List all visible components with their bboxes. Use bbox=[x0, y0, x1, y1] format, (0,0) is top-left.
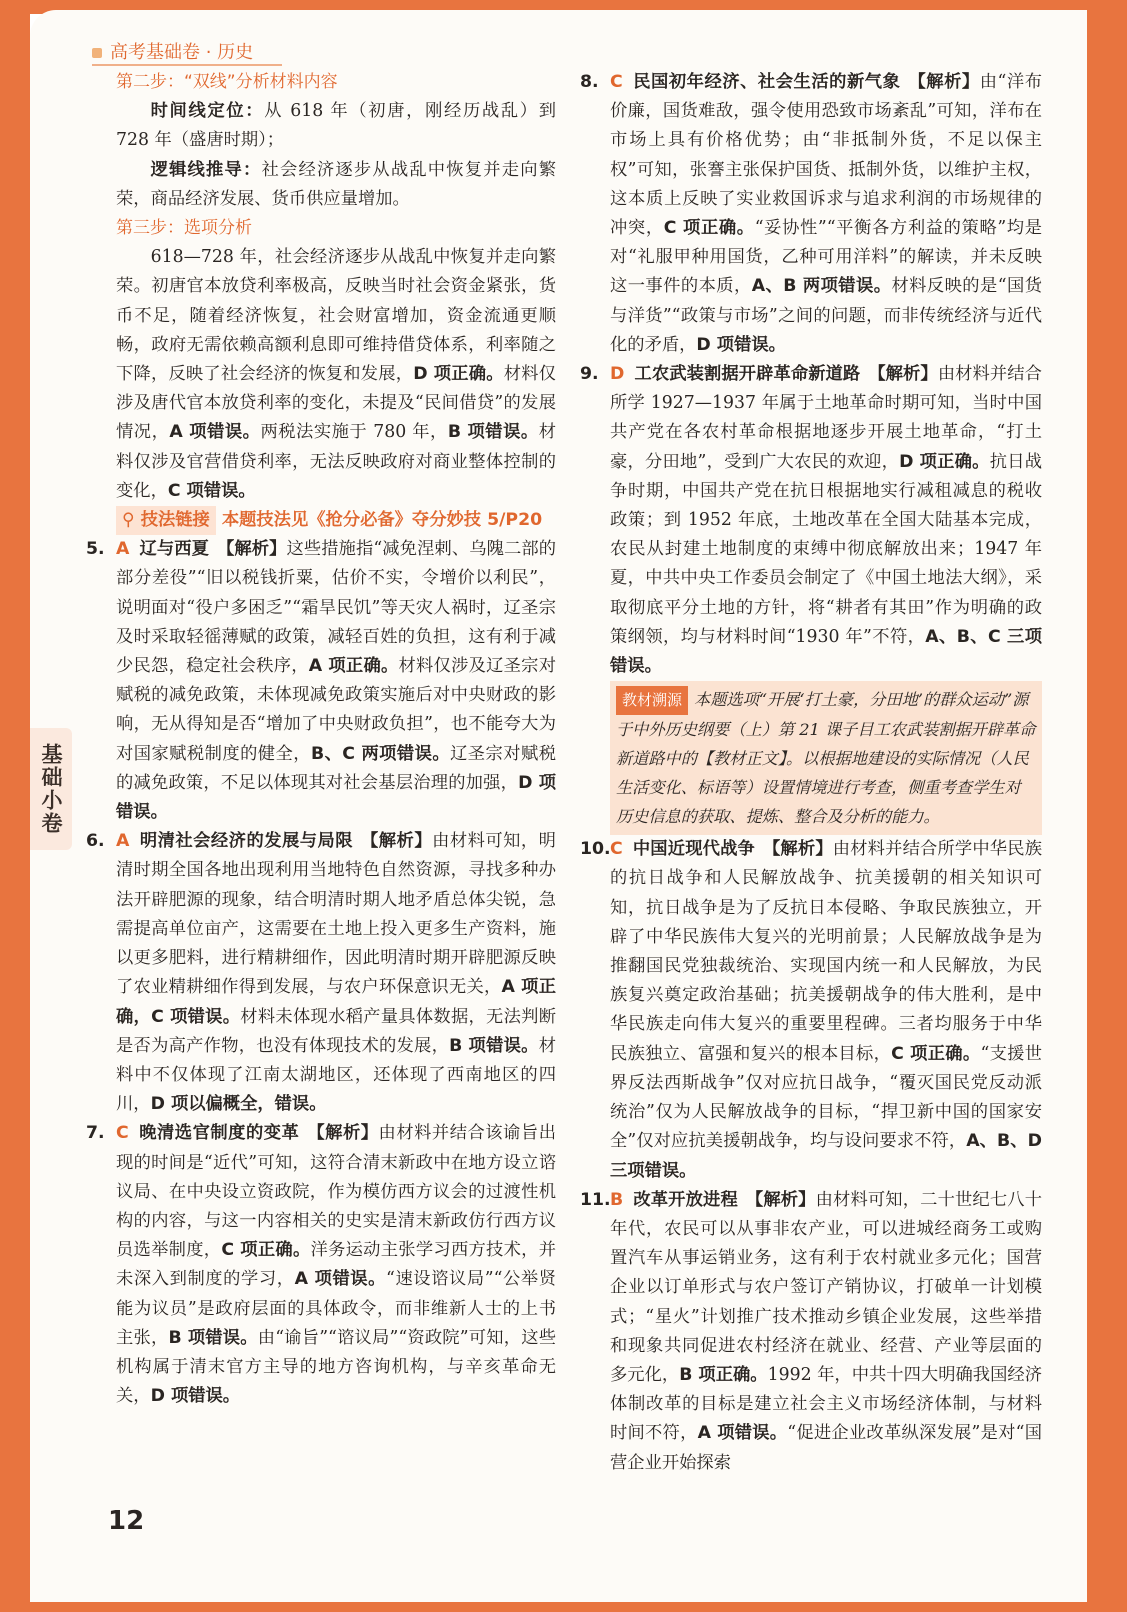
key-conclusion: C 项正确。 bbox=[891, 1043, 981, 1064]
tip-tag bbox=[116, 506, 216, 535]
key-conclusion: D 项错误。 bbox=[116, 772, 556, 823]
explanation-text: 由“谕旨”“谘议局”“资政院”可知，这些机构属于清末官方主导的地方咨询机构，与辛亥革命无关， bbox=[116, 1327, 556, 1407]
question-6 bbox=[86, 827, 556, 1119]
running-header bbox=[92, 38, 253, 64]
analysis-key: A 项错误。 bbox=[169, 422, 261, 443]
explanation-text: “促进企业改革纵深发展”是对“国营企业开始探索 bbox=[610, 1423, 1042, 1473]
explanation-text: “妥协性”“平衡各方利益的策略”均是对“礼服甲种用国货，乙种可用洋料”的解读，并未反映这一事件的本质， bbox=[610, 218, 1043, 297]
key-conclusion: B 项错误。 bbox=[168, 1327, 258, 1348]
question-number: 7. bbox=[86, 1123, 105, 1144]
analysis-label: 【解析】 bbox=[908, 72, 980, 92]
explanation-text: 抗日战争时期，中国共产党在抗日根据地实行减租减息的税收政策；到 1952 年底，土地改革在全国大陆基本完成，农民从封建土地制度的束缚中彻底解放出来；1947 年夏，中共中央工作委员会制定了《中国土地法大纲》，采取彻底平分土地的方针，将“耕者有其田”作为明确的政策纲领，均与材料时间“1930 年”不符， bbox=[610, 451, 1042, 647]
explanation-text: 由“洋布价廉，国货难敌，强令使用恐致市场紊乱”可知，洋布在市场上具有价格优势；由“非抵制外货，不足以保主权”可知，张謇主张保护国货、抵制外货，以维护主权，这本质上反映了实业救国诉求与追求利润的市场规律的冲突， bbox=[610, 72, 1042, 239]
explanation-text: 材料中不仅体现了江南太湖地区，还体现了西南地区的四川， bbox=[116, 1035, 556, 1115]
analysis-key: C 项错误。 bbox=[167, 480, 256, 501]
question-number: 6. bbox=[86, 831, 105, 852]
question-number: 9. bbox=[580, 364, 599, 385]
question-number: 5. bbox=[86, 539, 105, 560]
analysis-text: 618—728 年，社会经济逐步从战乱中恢复并走向繁荣。初唐官本放贷利率极高，反映当时社会资金紧张，货币不足，随着经济恢复，社会财富增加，资金流通更顺畅，政府无需依赖高额利息即可维持借贷体系，利率随之下降，反映了社会经济的恢复和发展， bbox=[116, 247, 556, 385]
question-topic: 明清社会经济的发展与局限 bbox=[139, 831, 354, 852]
key-conclusion: D 项错误。 bbox=[696, 334, 786, 355]
analysis-text: 两税法实施于 780 年， bbox=[260, 422, 448, 443]
answer-letter: B bbox=[610, 1189, 624, 1210]
question-7 bbox=[86, 1119, 556, 1411]
tip-tag-label: 技法链接 bbox=[140, 510, 210, 531]
page-frame-right bbox=[1087, 0, 1127, 1612]
source-tag: 教材溯源 bbox=[616, 686, 688, 715]
key-conclusion: A 项正确。 bbox=[308, 656, 399, 677]
explanation-text: 材料反映的是“国货与洋货”“政策与市场”之间的问题，而非传统经济与近代化的矛盾， bbox=[610, 276, 1042, 355]
answer-letter: A bbox=[116, 539, 130, 560]
answer-letter: D bbox=[610, 364, 625, 385]
textbook-source-box bbox=[610, 681, 1042, 835]
tip-link bbox=[116, 506, 556, 535]
explanation-text: 这些措施指“减免涅剌、乌隗二部的部分差役”“旧以税钱折粟，估价不实，令增价以利民”，说明面对“役户多困乏”“霜旱民饥”等天灾人祸时，辽圣宗及时采取轻徭薄赋的政策，减轻百姓的负担，这有利于减少民怨，稳定社会秩序， bbox=[116, 539, 556, 677]
answer-letter: C bbox=[116, 1123, 129, 1144]
explanation-text: 洋务运动主张学习西方技术，并未深入到制度的学习， bbox=[116, 1240, 556, 1290]
key-conclusion: A、B、D 三项错误。 bbox=[610, 1131, 1042, 1181]
page-frame-left bbox=[0, 0, 30, 1612]
question-topic: 晚清选官制度的变革 bbox=[138, 1123, 300, 1144]
key-conclusion: D 项正确。 bbox=[899, 451, 990, 472]
analysis-paragraph bbox=[116, 243, 556, 506]
timeline-text: 从 618 年（初唐，刚经历战乱）到 728 年（盛唐时期）； bbox=[116, 101, 556, 151]
key-conclusion: D 项以偏概全，错误。 bbox=[150, 1094, 327, 1115]
question-11 bbox=[580, 1186, 1042, 1478]
link-icon: ⚲ bbox=[122, 510, 141, 531]
source-text: 本题选项“开展‘打土豪，分田地’的群众运动”源于中外历史纲要（上）第 21 课子目工农武装割据开辟革命新道路中的【教材正文】。以根据地建设的实际情况（人民生活变化、标语等）设置情境进行考查，侧重考查学生对历史信息的获取、提炼、整合及分析的能力。 bbox=[616, 690, 1036, 827]
question-9 bbox=[580, 360, 1042, 681]
question-8 bbox=[580, 68, 1043, 360]
explanation-text: 由材料可知，明清时期全国各地出现利用当地特色自然资源，寻找多种办法开辟肥源的现象，结合明清时期人地矛盾总体尖锐，急需提高单位亩产，这需要在土地上投入更多生产资料，施以更多肥料，进行精耕细作，因此明清时期开辟肥源反映了农业精耕细作得到发展，与农户环保意识无关， bbox=[116, 831, 556, 998]
key-conclusion: A、B、C 三项错误。 bbox=[610, 626, 1042, 677]
analysis-key: D 项正确。 bbox=[413, 364, 504, 385]
question-topic: 中国近现代战争 bbox=[632, 839, 755, 860]
explanation-text: 材料仅涉及辽圣宗对赋税的减免政策，未体现减免政策实施后对中央财政的影响，无从得知是否“增加了中央财政负担”，也不能夸大为对国家赋税制度的健全， bbox=[116, 656, 556, 764]
question-10 bbox=[580, 835, 1042, 1185]
explanation-text: 辽圣宗对赋税的减免政策，不足以体现其对社会基层治理的加强， bbox=[116, 743, 556, 793]
question-topic: 辽与西夏 bbox=[139, 539, 209, 560]
step2-title: 第二步：“双线”分析材料内容 bbox=[116, 72, 338, 92]
right-column bbox=[580, 68, 1043, 1478]
explanation-text: 由材料并结合该谕旨出现的时间是“近代”可知，这符合清末新政中在地方设立谘议局、在中央设立资政院，作为模仿西方议会的过渡性机构的内容，与这一内容相关的史实是清末新政仿行西方议员选举制度， bbox=[116, 1123, 556, 1261]
analysis-label: 【解析】 bbox=[762, 839, 833, 860]
analysis-label: 【解析】 bbox=[745, 1189, 816, 1210]
answer-letter: C bbox=[610, 839, 623, 860]
question-topic: 民国初年经济、社会生活的新气象 bbox=[632, 72, 901, 92]
answer-letter: A bbox=[116, 831, 130, 852]
left-column bbox=[86, 68, 556, 1411]
timeline-paragraph bbox=[116, 97, 556, 155]
question-topic: 工农武装割据开辟革命新道路 bbox=[634, 364, 861, 385]
answer-letter: C bbox=[610, 72, 623, 92]
logic-label: 逻辑线推导： bbox=[150, 159, 262, 180]
key-conclusion: B、C 两项错误。 bbox=[310, 743, 451, 764]
explanation-text: 由材料可知，二十世纪七八十年代，农民可以从事非农产业，可以进城经商务工或购置汽车从事运销业务，这有利于农村就业多元化；国营企业以订单形式与农户签订产销协议，打破单一计划模式；“星火”计划推广技术推动乡镇企业发展，这些举措和现象共同促进农村经济在就业、经营、产业等层面的多元化， bbox=[610, 1189, 1042, 1385]
key-conclusion: B 项错误。 bbox=[449, 1035, 539, 1056]
question-topic: 改革开放进程 bbox=[633, 1189, 738, 1210]
explanation-text: 由材料并结合所学 1927—1937 年属于土地革命时期可知，当时中国共产党在各农村革命根据地逐步开展土地革命，“打土豪，分田地”，受到广大农民的欢迎， bbox=[610, 364, 1042, 472]
question-number: 11. bbox=[580, 1189, 611, 1210]
explanation-text: 材料未体现水稻产量具体数据，无法判断是否为高产作物，也没有体现技术的发展， bbox=[116, 1006, 556, 1056]
key-conclusion: A 项错误。 bbox=[294, 1269, 387, 1290]
question-5 bbox=[86, 535, 556, 827]
tip-text: 本题技法见《抢分必备》夺分妙技 5/P20 bbox=[221, 510, 543, 531]
question-number: 8. bbox=[580, 72, 599, 92]
analysis-text: 材料仅涉及官营借贷利率，无法反映政府对商业整体控制的变化， bbox=[116, 422, 556, 501]
key-conclusion: D 项错误。 bbox=[150, 1386, 241, 1407]
header-title: 高考基础卷 · 历史 bbox=[110, 42, 254, 63]
key-conclusion: C 项正确。 bbox=[221, 1240, 311, 1261]
timeline-label: 时间线定位： bbox=[150, 101, 265, 122]
key-conclusion: C 项正确。 bbox=[663, 218, 755, 239]
page-number: 12 bbox=[108, 1506, 145, 1536]
key-conclusion: A、B 两项错误。 bbox=[751, 276, 892, 297]
analysis-text: 材料仅涉及唐代官本放贷利率的变化，未提及“民间借贷”的发展情况， bbox=[116, 364, 556, 443]
explanation-text: 1992 年，中共十四大明确我国经济体制改革的目标是建立社会主义市场经济体制，与材料时间不符， bbox=[610, 1364, 1042, 1444]
key-conclusion: B 项正确。 bbox=[679, 1364, 768, 1385]
page-frame-bottom bbox=[0, 1602, 1127, 1612]
key-conclusion: A 项正确，C 项错误。 bbox=[116, 977, 556, 1027]
logic-paragraph bbox=[116, 156, 556, 214]
explanation-text: 由材料并结合所学中华民族的抗日战争和人民解放战争、抗美援朝的相关知识可知，抗日战争是为了反抗日本侵略、争取民族独立，开辟了中华民族伟大复兴的光明前景；人民解放战争是为推翻国民党独裁统治、实现国内统一和人民解放，为民族复兴奠定政治基础；抗美援朝战争的伟大胜利，是中华民族走向伟大复兴的重要里程碑。三者均服务于中华民族独立、富强和复兴的根本目标， bbox=[610, 839, 1042, 1064]
logic-text: 社会经济逐步从战乱中恢复并走向繁荣，商品经济发展、货币供应量增加。 bbox=[116, 159, 556, 209]
side-tab-label: 基础小卷 bbox=[39, 743, 63, 835]
header-mark-icon bbox=[92, 48, 102, 58]
analysis-label: 【解析】 bbox=[307, 1123, 379, 1144]
step3-title: 第三步：选项分析 bbox=[116, 218, 252, 239]
header-underline bbox=[92, 64, 282, 66]
analysis-label: 【解析】 bbox=[868, 364, 938, 385]
side-tab bbox=[30, 728, 72, 850]
analysis-key: B 项错误。 bbox=[447, 422, 539, 443]
analysis-label: 【解析】 bbox=[216, 539, 287, 560]
question-number: 10. bbox=[580, 839, 611, 860]
explanation-text: “支援世界反法西斯战争”仅对应抗日战争，“覆灭国民党反动派统治”仅为人民解放战争的目标，“捍卫新中国的国家安全”仅对应抗美援朝战争，均与设问要求不符， bbox=[610, 1043, 1042, 1152]
key-conclusion: A 项错误。 bbox=[697, 1423, 788, 1444]
analysis-label: 【解析】 bbox=[361, 831, 433, 852]
explanation-text: “速设谘议局”“公举贤能为议员”是政府层面的具体政令，而非维新人士的上书主张， bbox=[116, 1269, 556, 1348]
